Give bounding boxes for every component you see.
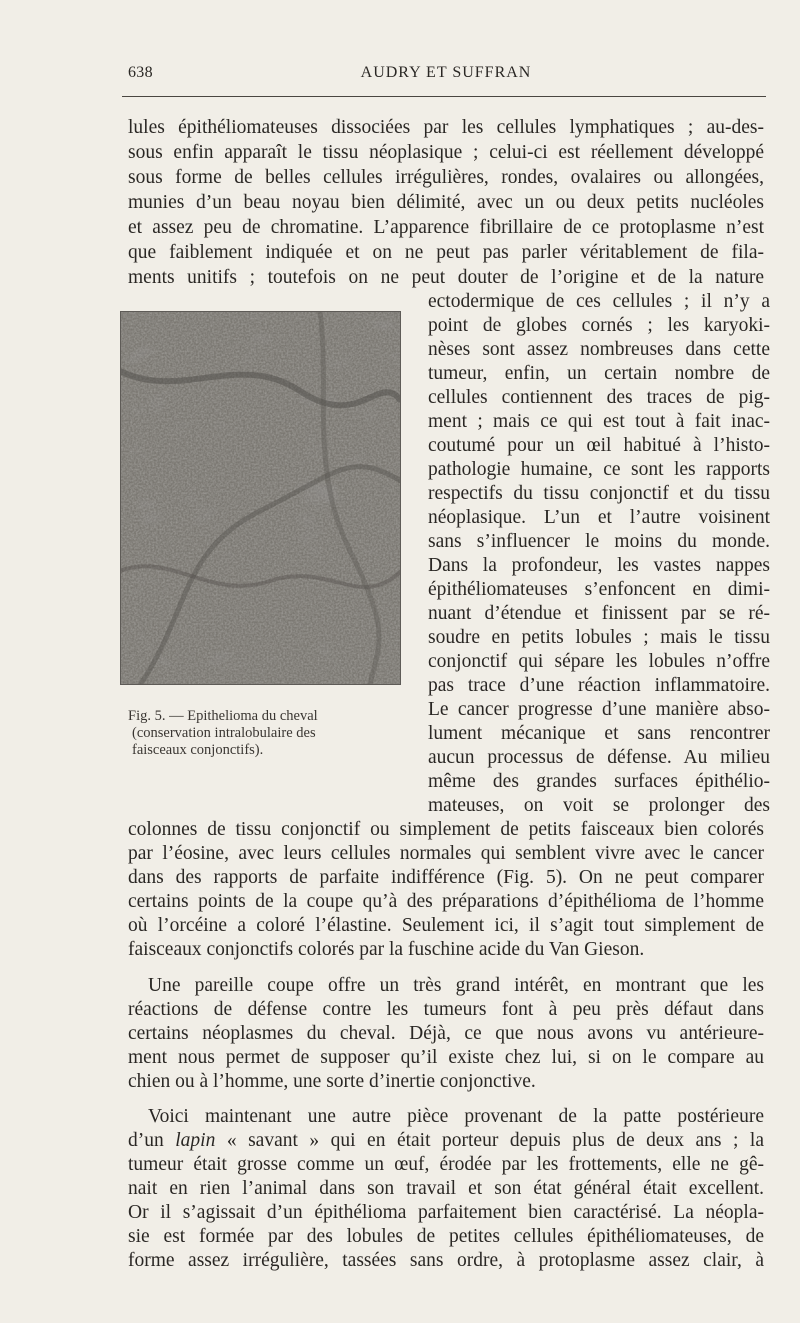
- figure-caption: [128, 708, 408, 759]
- caption-line: Fig. 5. — Epithelioma du cheval: [128, 708, 318, 724]
- text-line: sans s’influencer le moins du monde.: [428, 531, 770, 552]
- text-line: mateuses, on voit se prolonger des: [428, 795, 770, 816]
- running-title: AUDRY ET SUFFRAN: [360, 64, 532, 81]
- text-line: cellules contiennent des traces de pig-: [428, 387, 770, 408]
- text-line: certains néoplasmes du cheval. Déjà, ce que nous avons vu antérieure-: [128, 1023, 764, 1044]
- text-line: où l’orcéine a coloré l’élastine. Seulement ici, il s’agit tout simplement de: [128, 915, 764, 936]
- text-line: faisceaux conjonctifs colorés par la fuschine acide du Van Gieson.: [128, 939, 645, 960]
- text-line: Dans la profondeur, les vastes nappes: [428, 555, 770, 576]
- text-line: néoplasique. L’un et l’autre voisinent: [428, 507, 770, 528]
- text-line: lument mécanique et sans rencontrer: [428, 723, 770, 744]
- text-line: munies d’un beau noyau bien délimité, avec un ou deux petits nucléoles: [128, 192, 764, 213]
- caption-line: faisceaux conjonctifs).: [132, 742, 264, 758]
- text-line: conjonctif qui sépare les lobules n’offre: [428, 651, 770, 672]
- text-line: pathologie humaine, ce sont les rapports: [428, 459, 770, 480]
- running-header: [128, 62, 764, 88]
- text-line: sous enfin apparaît le tissu néoplasique ; celui-ci est réellement développé: [128, 142, 764, 163]
- text-line: réactions de défense contre les tumeurs font à peu près défaut dans: [128, 999, 764, 1020]
- text-line: sie est formée par des lobules de petites cellules épithéliomateuses, de: [128, 1226, 764, 1247]
- text-line: point de globes cornés ; les karyoki-: [428, 315, 770, 336]
- text-span: d’un: [128, 1130, 176, 1151]
- text-line: certains points de la coupe qu’à des préparations d’épithélioma de l’homme: [128, 891, 764, 912]
- text-line: Le cancer progresse d’une manière abso-: [428, 699, 770, 720]
- text-line: que faiblement indiquée et on ne peut pas parler véritablement de fila-: [128, 242, 764, 263]
- text-line: tumeur était grosse comme un œuf, érodée par les frottements, elle ne gê-: [128, 1154, 764, 1175]
- text-line: dans des rapports de parfaite indifférence (Fig. 5). On ne peut comparer: [128, 867, 764, 888]
- text-line: ment ; mais ce qui est tout à fait inac-: [428, 411, 770, 432]
- micrograph-figure: [120, 311, 401, 685]
- text-line: par l’éosine, avec leurs cellules normales qui semblent vivre avec le cancer: [128, 843, 764, 864]
- caption-line: (conservation intralobulaire des: [132, 725, 316, 741]
- text-line: chien ou à l’homme, une sorte d’inertie conjonctive.: [128, 1071, 536, 1092]
- text-line: respectifs du tissu conjonctif et du tissu: [428, 483, 770, 504]
- text-line: nuant d’étendue et finissent par se ré-: [428, 603, 770, 624]
- micrograph-image: [120, 311, 401, 685]
- text-line: soudre en petits lobules ; mais le tissu: [428, 627, 770, 648]
- text-line: Or il s’agissait d’un épithélioma parfaitement bien caractérisé. La néopla-: [128, 1202, 764, 1223]
- text-line: colonnes de tissu conjonctif ou simplement de petits faisceaux bien colorés: [128, 819, 764, 840]
- text-line: ectodermique de ces cellules ; il n’y a: [428, 291, 770, 312]
- text-line: ment nous permet de supposer qu’il existe chez lui, si on le compare au: [128, 1047, 764, 1068]
- text-line: [128, 1128, 764, 1154]
- text-line: pas trace d’une réaction inflammatoire.: [428, 675, 770, 696]
- text-line: Une pareille coupe offre un très grand intérêt, en montrant que les: [148, 975, 764, 996]
- page-number: 638: [128, 64, 153, 81]
- text-line: nèses sont assez nombreuses dans cette: [428, 339, 770, 360]
- italic-word: lapin: [175, 1130, 216, 1151]
- text-line: tumeur, enfin, un certain nombre de: [428, 363, 770, 384]
- text-line: même des grandes surfaces épithélio-: [428, 771, 770, 792]
- text-line: ments unitifs ; toutefois on ne peut douter de l’origine et de la nature: [128, 267, 764, 288]
- text-line: et assez peu de chromatine. L’apparence fibrillaire de ce protoplasme n’est: [128, 217, 764, 238]
- text-line: forme assez irrégulière, tassées sans ordre, à protoplasme assez clair, à: [128, 1250, 764, 1271]
- text-line: nait en rien l’animal dans son travail et son état général était excellent.: [128, 1178, 764, 1199]
- header-rule: [122, 96, 766, 97]
- text-span: « savant » qui en était porteur depuis plus de deux ans ; la: [215, 1130, 764, 1151]
- text-line: aucun processus de défense. Au milieu: [428, 747, 770, 768]
- text-line: Voici maintenant une autre pièce provenant de la patte postérieure: [148, 1106, 764, 1127]
- text-line: lules épithéliomateuses dissociées par les cellules lymphatiques ; au-des-: [128, 117, 764, 138]
- text-line: sous forme de belles cellules irrégulières, rondes, ovalaires ou allongées,: [128, 167, 764, 188]
- text-line: coutumé pour un œil habitué à l’histo-: [428, 435, 770, 456]
- text-line: épithéliomateuses s’enfoncent en dimi-: [428, 579, 770, 600]
